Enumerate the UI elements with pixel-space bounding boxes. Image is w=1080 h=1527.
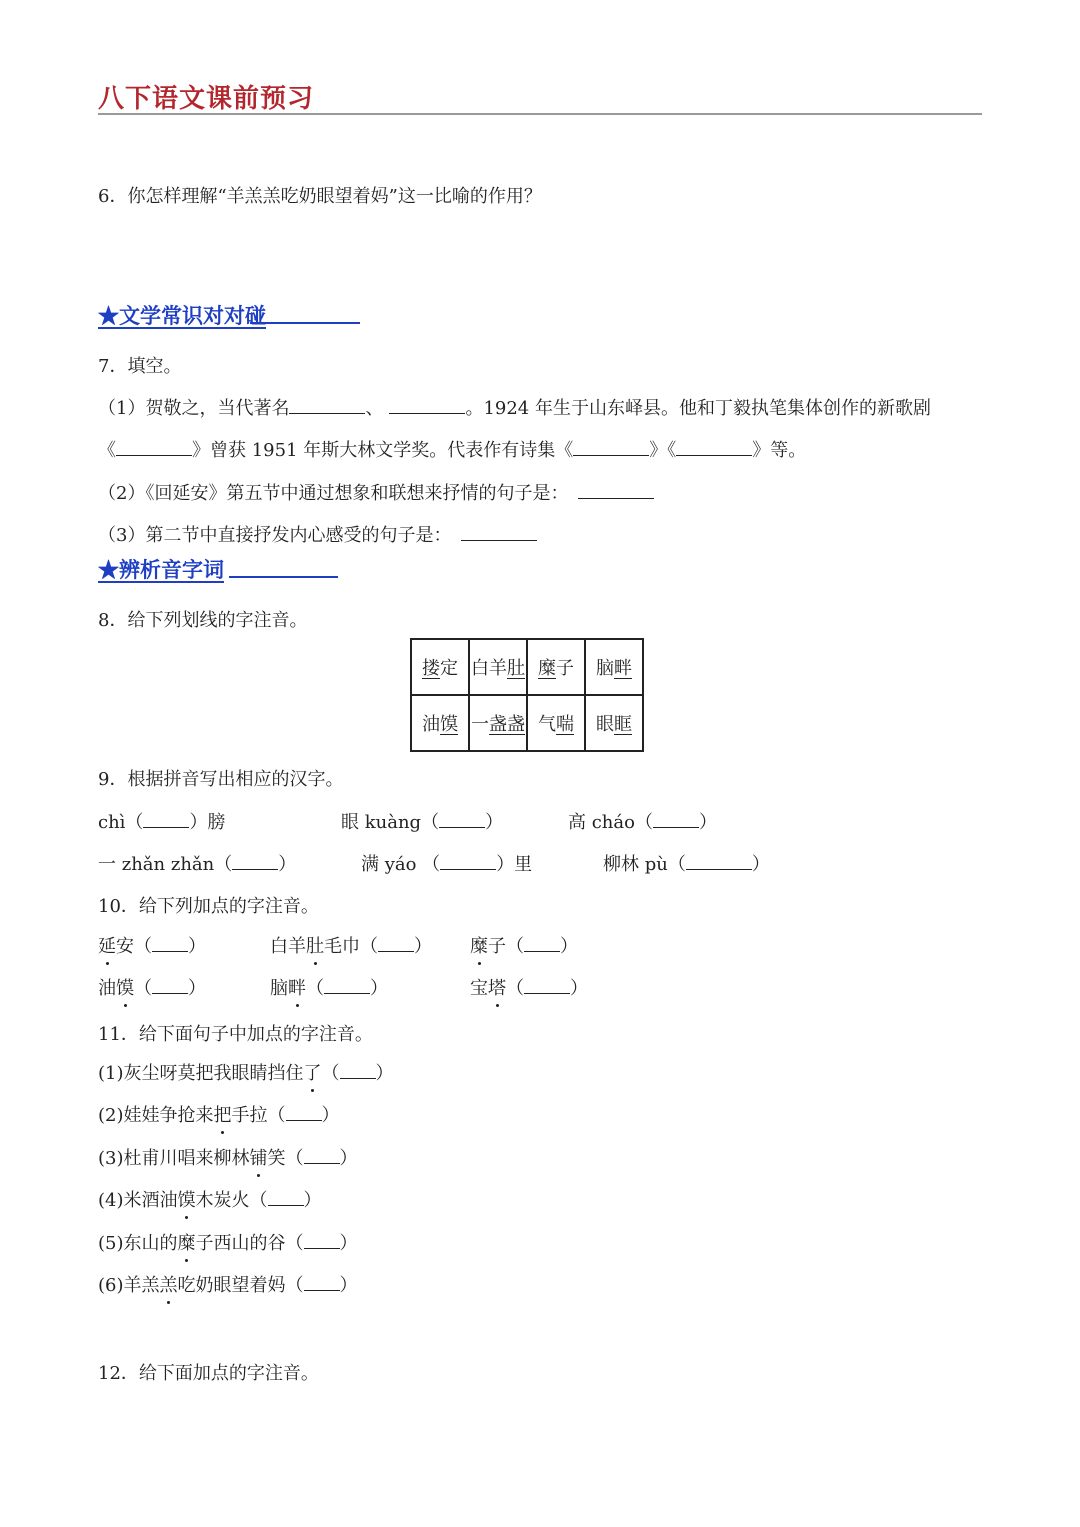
q10-item-2: 白羊肚毛巾（ ） (270, 932, 432, 958)
section-title-literature: ★文学常识对对碰 (98, 303, 266, 328)
page-header-title: 八下语文课前预习 (98, 84, 315, 114)
table-cell: 眼眶 (585, 695, 643, 751)
section-title-pronunciation: ★辨析音字词 (98, 557, 224, 582)
answer-blank[interactable] (524, 975, 570, 994)
answer-blank[interactable] (116, 437, 192, 456)
q7-p1-text-b: 。1924 年生于山东峄县。他和丁毅执笔集体创作的新歌剧 (465, 398, 931, 419)
answer-blank[interactable] (653, 809, 699, 828)
question-8-title: 8．给下列划线的字注音。 (98, 610, 308, 631)
answer-blank[interactable] (286, 1102, 322, 1121)
answer-blank[interactable] (573, 437, 649, 456)
q9-item-5: 满 yáo （ ）里 (361, 850, 532, 876)
q11-item-2: (2)娃娃争抢来把手拉（ ） (98, 1101, 340, 1127)
answer-blank[interactable] (152, 975, 188, 994)
answer-blank[interactable] (439, 809, 485, 828)
table-cell: 糜子 (527, 639, 585, 695)
q11-item-6: (6)羊羔羔吃奶眼望着妈（ ） (98, 1271, 358, 1297)
answer-blank[interactable] (304, 1145, 340, 1164)
table-cell: 油馍 (411, 695, 469, 751)
question-11-title: 11．给下面句子中加点的字注音。 (98, 1024, 373, 1045)
question-12-title: 12．给下面加点的字注音。 (98, 1363, 319, 1384)
q7-p2-text: （2）《回延安》第五节中通过想象和联想来抒情的句子是： (98, 483, 569, 504)
q7-p1-text-c: 》曾获 1951 年斯大林文学奖。代表作有诗集《 (192, 440, 574, 461)
table-cell: 搂定 (411, 639, 469, 695)
q7-p1-end: 》等。 (752, 440, 807, 461)
answer-blank[interactable] (340, 1060, 376, 1079)
q9-item-6: 柳林 pù（ ） (603, 850, 770, 876)
q10-item-1: 延安（ ） (98, 932, 206, 958)
q10-item-4: 油馍（ ） (98, 974, 206, 1000)
q10-item-5: 脑畔（ ） (270, 974, 388, 1000)
answer-blank[interactable] (152, 933, 188, 952)
question-9-title: 9．根据拼音写出相应的汉字。 (98, 769, 344, 790)
table-row (411, 639, 643, 695)
question-10-title: 10．给下列加点的字注音。 (98, 896, 319, 917)
answer-blank[interactable] (324, 975, 370, 994)
q7-p3-text: （3）第二节中直接抒发内心感受的句子是： (98, 525, 452, 546)
header-divider (98, 113, 982, 115)
question-6: 6．你怎样理解“羊羔羔吃奶眼望着妈”这一比喻的作用？ (98, 186, 542, 207)
q9-item-1: chì（ ）膀 (98, 808, 225, 834)
q7-p1-mid: 》《 (649, 440, 677, 461)
answer-blank[interactable] (524, 933, 560, 952)
question-7-part-1-line-1 (98, 394, 931, 420)
answer-blank[interactable] (578, 480, 654, 499)
answer-blank[interactable] (461, 522, 537, 541)
answer-blank[interactable] (304, 1272, 340, 1291)
section-underline-extension (250, 322, 360, 324)
question-7-part-2 (98, 479, 654, 505)
q10-item-3: 糜子（ ） (470, 932, 578, 958)
q7-p1-text-a: （1）贺敬之，当代著名 (98, 398, 290, 419)
question-7-part-1-line-2 (98, 436, 806, 462)
question-7-title: 7．填空。 (98, 356, 182, 377)
answer-blank[interactable] (232, 851, 278, 870)
q9-item-3: 高 cháo（ ） (568, 808, 717, 834)
answer-blank[interactable] (440, 851, 496, 870)
table-cell: 一盏盏 (469, 695, 527, 751)
answer-blank[interactable] (289, 395, 365, 414)
q11-item-5: (5)东山的糜子西山的谷（ ） (98, 1229, 358, 1255)
q9-item-4: 一 zhǎn zhǎn（ ） (98, 850, 296, 876)
table-cell: 白羊肚 (469, 639, 527, 695)
q10-item-6: 宝塔（ ） (470, 974, 588, 1000)
q11-item-4: (4)米酒油馍木炭火（ ） (98, 1186, 322, 1212)
answer-blank[interactable] (389, 395, 465, 414)
answer-blank[interactable] (143, 809, 189, 828)
question-7-part-3 (98, 521, 537, 547)
answer-blank[interactable] (378, 933, 414, 952)
q7-p1-open: 《 (98, 440, 116, 461)
table-cell: 脑畔 (585, 639, 643, 695)
q9-item-2: 眼 kuàng（ ） (341, 808, 503, 834)
section-underline-extension (229, 576, 338, 578)
table-cell: 气喘 (527, 695, 585, 751)
answer-blank[interactable] (268, 1187, 304, 1206)
answer-blank[interactable] (304, 1230, 340, 1249)
table-row (411, 695, 643, 751)
pinyin-table (410, 638, 644, 752)
answer-blank[interactable] (686, 851, 752, 870)
q11-item-1: (1)灰尘呀莫把我眼睛挡住了（ ） (98, 1059, 394, 1085)
q11-item-3: (3)杜甫川唱来柳林铺笑（ ） (98, 1144, 358, 1170)
answer-blank[interactable] (676, 437, 752, 456)
q7-p1-sep: 、 (365, 398, 384, 419)
